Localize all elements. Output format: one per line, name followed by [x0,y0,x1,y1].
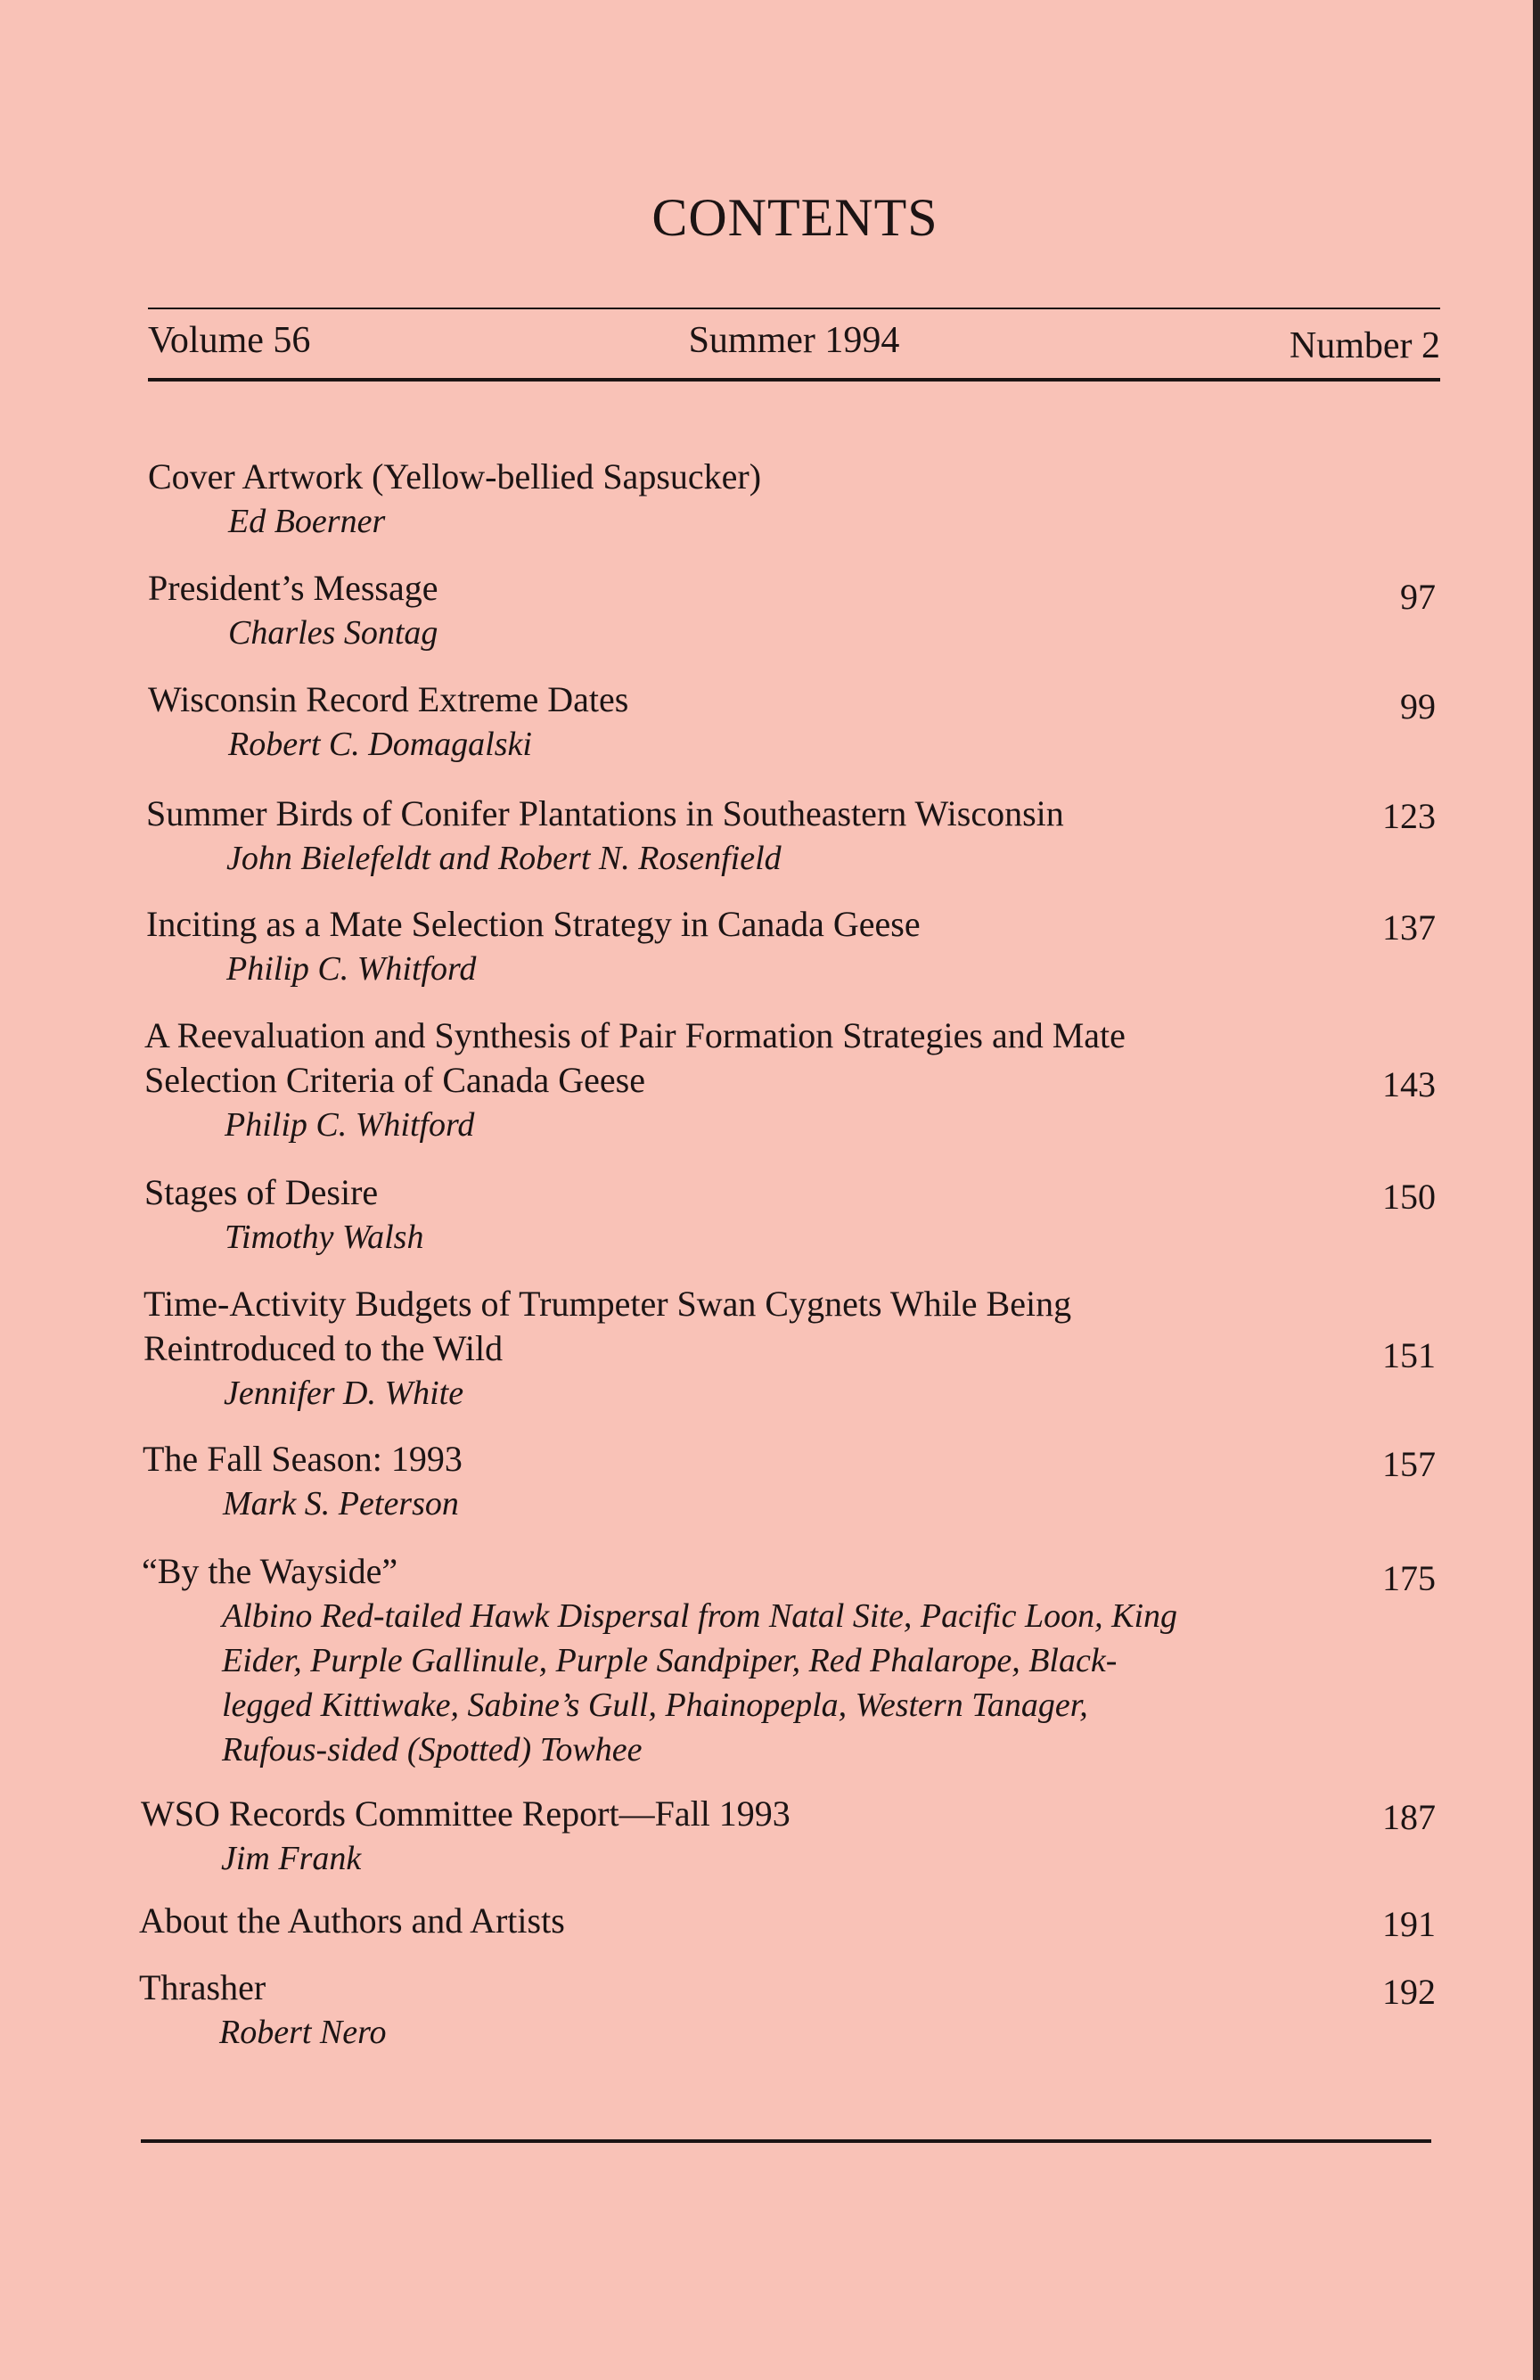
entry-author: Jim Frank [221,1840,362,1877]
entry-title-line-2: Selection Criteria of Canada Geese [144,1060,645,1100]
toc-entry-extreme-dates [148,677,1436,767]
entry-author: Philip C. Whitford [226,950,477,988]
entry-author: Robert C. Domagalski [228,726,532,763]
entry-page-number: 143 [1382,1064,1436,1104]
entry-page-number: 123 [1382,796,1436,836]
entry-page-number: 175 [1382,1558,1436,1598]
entry-title: President’s Message [148,568,438,608]
entry-author: Jennifer D. White [224,1375,464,1412]
entry-title: Stages of Desire [144,1172,379,1212]
entry-title-line-1: A Reevaluation and Synthesis of Pair Formation Strategies and Mate [144,1015,1126,1055]
toc-entry-fall-season [143,1437,1436,1526]
entry-page-number: 97 [1400,577,1436,617]
toc-entry-cover-artwork [148,455,1436,544]
entry-page-number: 157 [1382,1444,1436,1484]
entry-author: Ed Boerner [228,503,386,540]
toc-entry-by-the-wayside [142,1549,1436,1772]
toc-entry-presidents-message [148,566,1436,655]
entry-title: About the Authors and Artists [139,1900,565,1941]
entry-author-line: Eider, Purple Gallinule, Purple Sandpiper, Red Phalarope, Black- [222,1642,1118,1679]
entry-author: Mark S. Peterson [223,1485,459,1522]
entry-title: The Fall Season: 1993 [143,1439,463,1479]
entry-author: Charles Sontag [228,614,438,652]
entry-page-number: 151 [1382,1335,1436,1375]
entry-author-line: Rufous-sided (Spotted) Towhee [222,1731,643,1769]
entry-page-number: 187 [1382,1797,1436,1837]
toc-entry-thrasher [139,1966,1436,2055]
entry-title-line-2: Reintroduced to the Wild [143,1328,504,1368]
number-label: Number 2 [1289,325,1440,366]
entry-title: Inciting as a Mate Selection Strategy in Canada Geese [146,904,921,944]
bottom-rule [141,2139,1431,2143]
toc-entry-conifer-plantations [146,792,1436,881]
toc-entry-about-authors [139,1899,1436,1943]
entry-page-number: 191 [1382,1904,1436,1944]
entry-author: Robert Nero [219,2014,387,2051]
entry-page-number: 99 [1400,686,1436,726]
toc-entry-inciting [146,902,1436,991]
entry-author: Philip C. Whitford [225,1106,475,1144]
entry-author: John Bielefeldt and Robert N. Rosenfield [226,840,782,877]
entry-author-line: legged Kittiwake, Sabine’s Gull, Phainopepla, Western Tanager, [222,1687,1088,1724]
entry-page-number: 150 [1382,1177,1436,1217]
entry-author-line: Albino Red-tailed Hawk Dispersal from Natal Site, Pacific Loon, King [222,1597,1178,1635]
top-thin-rule [148,308,1440,309]
issue-masthead [148,314,1440,376]
entry-title: Thrasher [139,1967,266,2007]
toc-entry-records-committee [141,1792,1436,1881]
toc-entry-trumpeter-swan [143,1282,1436,1416]
entry-title: Cover Artwork (Yellow-bellied Sapsucker) [148,456,762,497]
entry-page-number: 137 [1382,907,1436,948]
season-label: Summer 1994 [688,320,900,361]
entry-page-number: 192 [1382,1972,1436,2012]
page-edge [1533,0,1540,2380]
top-thick-rule [148,378,1440,382]
entry-title: WSO Records Committee Report—Fall 1993 [141,1793,790,1834]
entry-title: Summer Birds of Conifer Plantations in Southeastern Wisconsin [146,793,1064,833]
entry-title: “By the Wayside” [142,1551,398,1591]
toc-entry-stages-of-desire [144,1170,1436,1260]
toc-entry-reevaluation [144,1014,1436,1147]
entry-title: Wisconsin Record Extreme Dates [148,679,629,719]
contents-heading: CONTENTS [651,188,938,247]
entry-title-line-1: Time-Activity Budgets of Trumpeter Swan Cygnets While Being [143,1284,1072,1324]
volume-label: Volume 56 [148,320,311,361]
entry-author: Timothy Walsh [225,1219,424,1256]
